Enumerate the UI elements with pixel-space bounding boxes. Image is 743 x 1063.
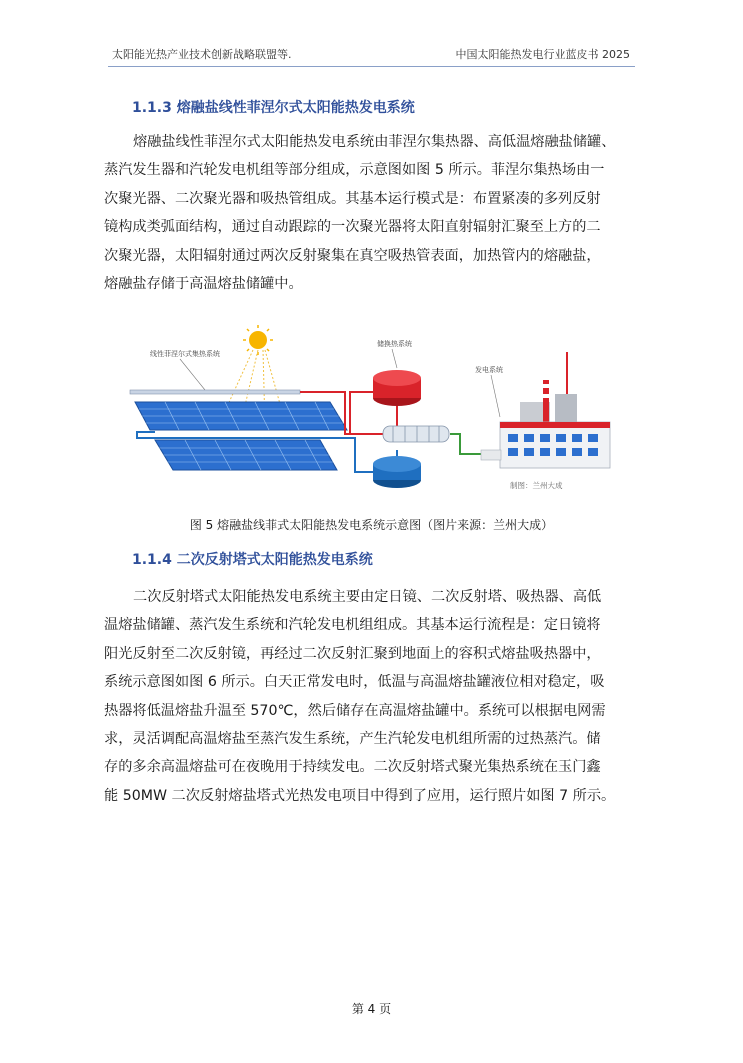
header-right-text: 中国太阳能热发电行业蓝皮书 2025 xyxy=(455,48,630,61)
paragraph-line: 熔融盐存储于高温熔盐储罐中。 xyxy=(104,276,303,293)
paragraph-line: 镜构成类弧面结构，通过自动跟踪的一次聚光器将太阳直射辐射汇聚至上方的二 xyxy=(104,219,601,236)
label-power: 发电系统 xyxy=(475,366,503,374)
paragraph-line: 二次反射塔式太阳能热发电系统主要由定日镜、二次反射塔、吸热器、高低 xyxy=(133,589,602,605)
paragraph-line: 能 50MW 二次反射熔盐塔式光热发电项目中得到了应用，运行照片如图 7 所示。 xyxy=(104,787,616,804)
paragraph-line: 热器将低温熔盐升温至 570℃，然后储存在高温熔盐罐中。系统可以根据电网需 xyxy=(104,702,606,719)
mirror-field-upper xyxy=(135,402,347,430)
figure-5-diagram xyxy=(115,322,625,497)
absorber-tube xyxy=(130,390,300,394)
figure-credit: 制图：兰州大成 xyxy=(510,481,563,490)
section-113-paragraph xyxy=(104,128,638,298)
mirror-field-lower xyxy=(155,440,337,470)
label-storage: 储换热系统 xyxy=(377,340,412,348)
hot-salt-tank xyxy=(373,370,421,406)
label-collector: 线性菲涅尔式集热系统 xyxy=(150,350,220,358)
paragraph-line: 蒸汽发生器和汽轮发电机组等部分组成，示意图如图 5 所示。菲涅尔集热场由一 xyxy=(104,162,605,179)
heat-exchanger xyxy=(383,426,449,442)
paragraph-line: 存的多余高温熔盐可在夜晚用于持续发电。二次反射塔式聚光集热系统在玉门鑫 xyxy=(104,759,601,776)
paragraph-line: 熔融盐线性菲涅尔式太阳能热发电系统由菲涅尔集热器、高低温熔融盐储罐、 xyxy=(133,134,616,150)
section-heading-114: 1.1.4 二次反射塔式太阳能热发电系统 xyxy=(132,552,373,568)
paragraph-line: 系统示意图如图 6 所示。白天正常发电时，低温与高温熔盐罐液位相对稳定，吸 xyxy=(104,674,605,691)
paragraph-line: 求，灵活调配高温熔盐至蒸汽发生系统，产生汽轮发电机组所需的过热蒸汽。储 xyxy=(104,731,601,748)
section-heading-113: 1.1.3 熔融盐线性菲涅尔式太阳能热发电系统 xyxy=(132,100,415,116)
paragraph-line: 次聚光器，太阳辐射通过两次反射聚集在真空吸热管表面，加热管内的熔融盐， xyxy=(104,247,601,264)
paragraph-line: 次聚光器、二次聚光器和吸热管组成。其基本运行模式是：布置紧凑的多列反射 xyxy=(104,190,601,207)
section-114-paragraph xyxy=(104,583,638,810)
header-left-text: 太阳能光热产业技术创新战略联盟等. xyxy=(112,48,292,61)
cold-salt-tank xyxy=(373,456,421,488)
paragraph-line: 温熔盐储罐、蒸汽发生系统和汽轮发电机组组成。其基本运行流程是：定日镜将 xyxy=(104,617,601,634)
figure-5-caption: 图 5 熔融盐线菲式太阳能热发电系统示意图（图片来源：兰州大成） xyxy=(189,518,554,532)
paragraph-line: 阳光反射至二次反射镜，再经过二次反射汇聚到地面上的容积式熔盐吸热器中， xyxy=(104,645,601,662)
header-divider xyxy=(108,66,635,67)
page-number: 第 4 页 xyxy=(351,1002,392,1016)
